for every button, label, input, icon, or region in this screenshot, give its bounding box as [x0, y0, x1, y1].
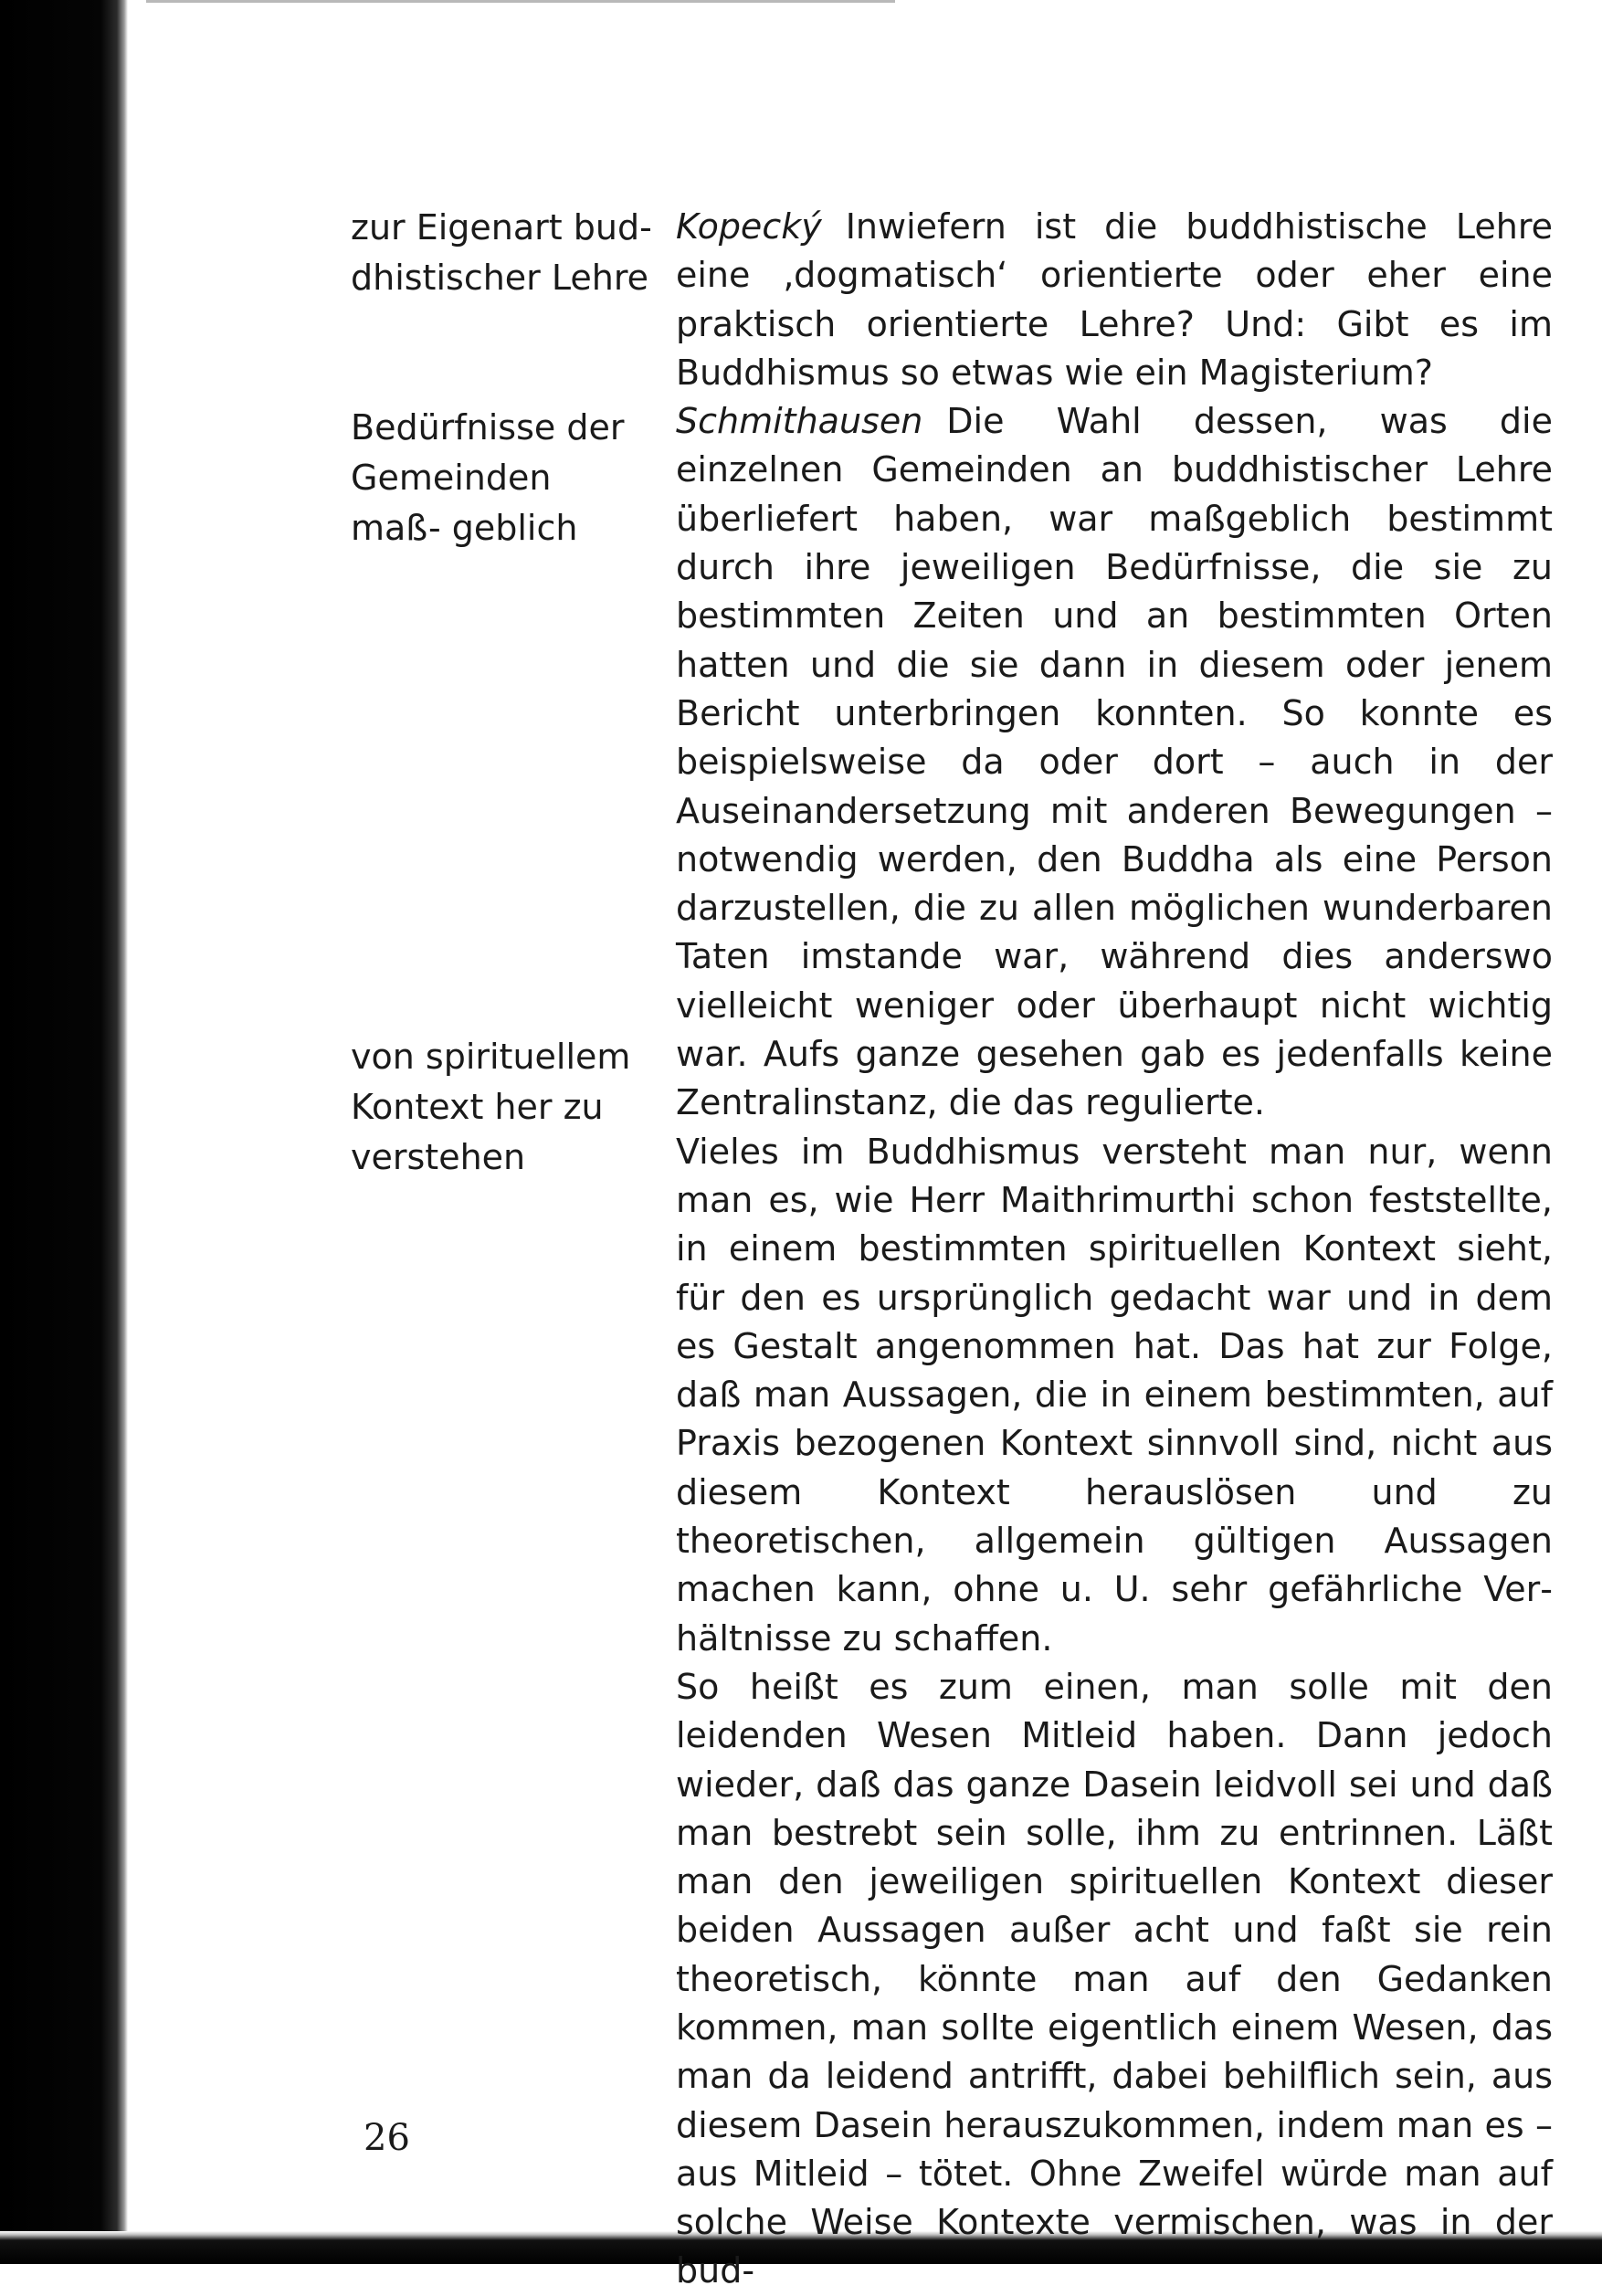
speaker-kopecky: Kopecký: [676, 206, 822, 247]
margin-note-beduerfnisse: Bedürfnisse der Gemeinden maß- geblich: [351, 407, 625, 548]
paragraph-spiritueller-kontext: Vieles im Buddhismus versteht man nur, wenn man es, wie Herr Maithrimurthi schon feststellte, in einem bestimmten spirituellen Kontext sieht, für den es ursprünglich gedacht war und in dem es Gestalt angenommen hat. Das hat zur Folge, daß man Aussagen, die in einem bestimmten, auf Praxis bezogenen Kontext sinnvoll sind, nicht aus diesem Kontext herauslösen und zu theoretischen, allgemein gültigen Aussagen machen kann, ohne u. U. sehr gefährliche Verhältnisse zu schaffen.: [676, 1131, 1553, 1659]
speaker-schmithausen: Schmithausen: [676, 401, 923, 442]
paragraph-text: Die Wahl dessen, was die einzelnen Gemeinden an buddhistischer Lehre überliefert haben, war maßgeblich bestimmt durch ihre jeweiligen Bedürfnisse, die sie zu bestimmten Zeiten und an bestimmten Orten hatten und die sie dann in diesem oder jenem Bericht unterbringen konnten. So konnte es beispielsweise da oder dort – auch in der Auseinandersetzung mit anderen Bewegungen – notwendig werden, den Buddha als eine Person darzustellen, die zu allen möglichen wunderbaren Taten imstande war, während dies anderswo vielleicht weniger oder überhaupt nicht wichtig war. Aufs ganze gesehen gab es jedenfalls keine Zentralinstanz, die das regulierte.: [676, 401, 1553, 1123]
paragraph-text: Inwiefern ist die buddhistische Lehre eine ‚dogmatisch‘ orientierte oder eher eine praktisch orientierte Lehre? Und: Gibt es im Buddhismus so etwas wie ein Magisterium?: [676, 206, 1553, 393]
paragraph-mitleid: So heißt es zum einen, man solle mit den leidenden Wesen Mitleid haben. Dann jedoch wieder, daß das ganze Dasein leidvoll sei und daß man bestrebt sein solle, ihm zu entrinnen. Läßt man den jeweiligen spirituellen Kontext dieser beiden Aussagen außer acht und faßt sie rein theoretisch, könnte man auf den Gedanken kommen, man sollte eigentlich einem Wesen, das man da leidend antrifft, dabei behilflich sein, aus diesem Dasein herauszukommen, indem man es – aus Mitleid – tötet. Ohne Zweifel würde man auf solche Weise Kontexte vermischen, was in der bud-: [676, 1666, 1553, 2291]
page-number: 26: [364, 2117, 410, 2159]
paragraph-schmithausen-answer: [676, 397, 1553, 1127]
page-top-edge: [146, 0, 895, 3]
margin-note-spiritueller-kontext: von spirituellem Kontext her zu verstehen: [351, 1037, 631, 1177]
margin-note-eigenart: zur Eigenart bud- dhistischer Lehre: [351, 207, 652, 298]
main-text-column: [676, 203, 1553, 2296]
book-binding-shadow: [0, 0, 128, 2264]
paragraph-kopecky-question: [676, 203, 1553, 397]
